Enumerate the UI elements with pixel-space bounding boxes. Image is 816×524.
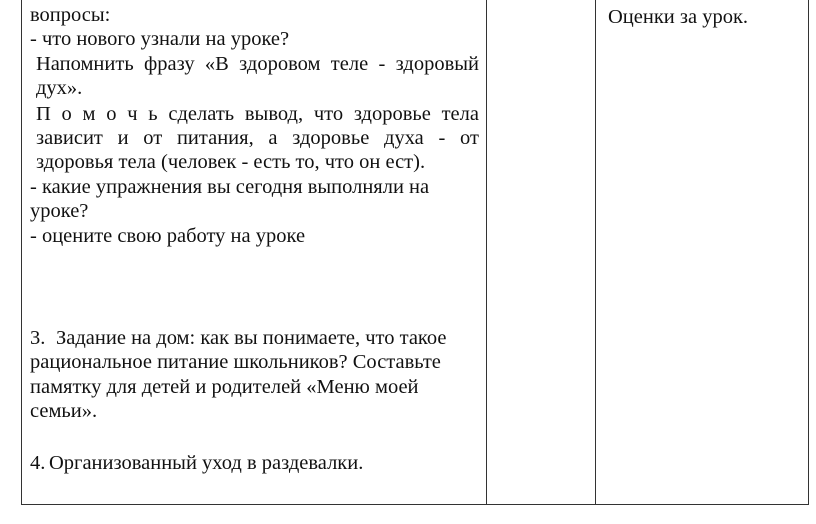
- text-line: Напомнить фразу «В здоровом теле - здоровый: [36, 53, 479, 75]
- activity-cell: [22, 0, 487, 505]
- lesson-plan-table: [21, 0, 809, 505]
- homework-line: Задание на дом: как вы понимаете, что такое: [56, 327, 447, 349]
- assessment-text: Оценки за урок.: [608, 6, 749, 28]
- homework-line: семьи».: [30, 400, 98, 422]
- text-line: здоровья тела (человек - есть то, что он ест).: [36, 151, 426, 173]
- exit-number: 4.: [30, 452, 46, 474]
- empty-middle-cell: [487, 0, 596, 505]
- homework-line: рациональное питание школьников? Составьте: [30, 351, 441, 373]
- text-line: П о м о ч ь сделать вывод, что здоровье тела: [36, 103, 479, 125]
- table-row: [22, 0, 809, 505]
- homework-line: памятку для детей и родителей «Меню моей: [30, 376, 419, 398]
- text-line: зависит и от питания, а здоровье духа - от: [36, 127, 479, 149]
- exit-text: Организованный уход в раздевалки.: [49, 452, 364, 474]
- homework-number: 3.: [30, 327, 46, 349]
- text-line: дух».: [36, 77, 83, 99]
- activity-content: [22, 0, 486, 504]
- text-line: - какие упражнения вы сегодня выполняли на: [30, 176, 430, 198]
- text-line: вопросы:: [30, 4, 111, 26]
- text-line: - оцените свою работу на уроке: [30, 225, 306, 247]
- assessment-cell: [596, 0, 809, 505]
- text-line: - что нового узнали на уроке?: [30, 28, 290, 50]
- text-line: уроке?: [30, 200, 89, 222]
